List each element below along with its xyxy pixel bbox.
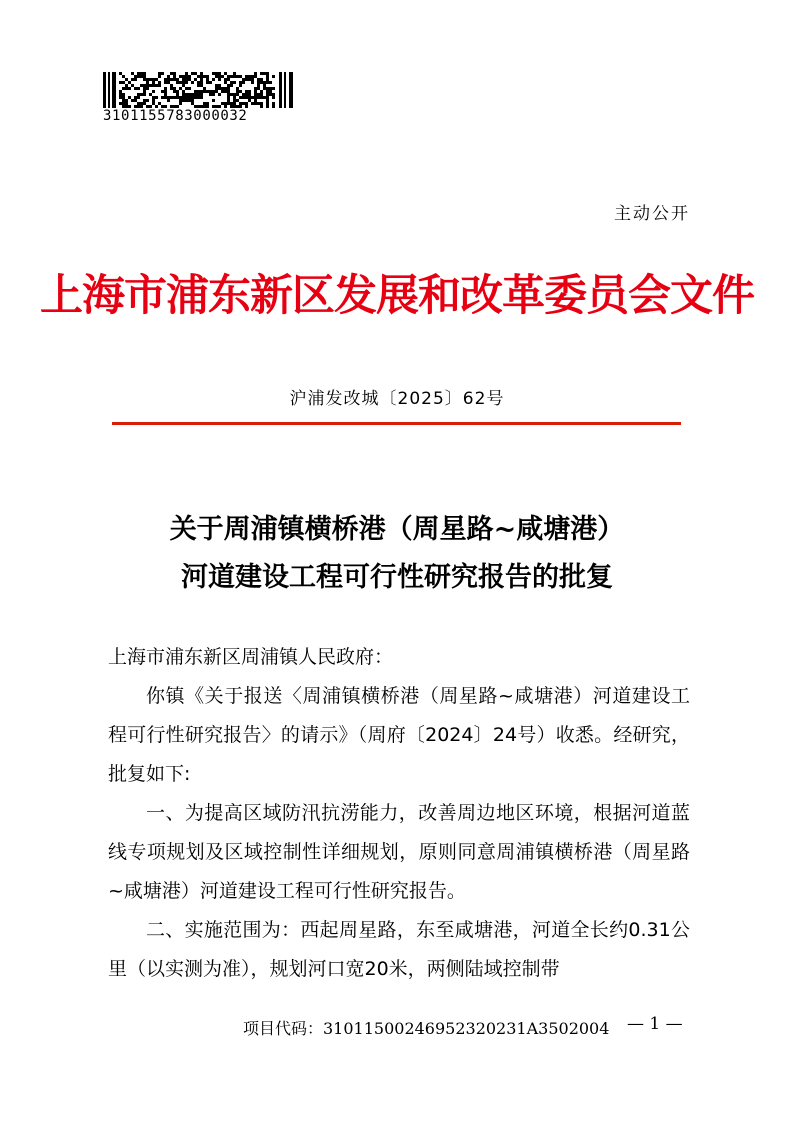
document-title-line-2: 河道建设工程可行性研究报告的批复 xyxy=(181,562,613,593)
barcode-image xyxy=(103,72,293,108)
paragraph: 二、实施范围为：西起周星路，东至咸塘港，河道全长约0.31公里（以实测为准），规划河口宽20米，两侧陆域控制带 xyxy=(108,919,690,980)
project-code: 项目代码：31011500246952320231A3502004 xyxy=(243,1019,610,1038)
red-divider xyxy=(112,422,681,425)
page-number: — 1 — xyxy=(627,1014,683,1034)
document-title-line-1: 关于周浦镇横桥港（周星路~咸塘港） xyxy=(169,514,625,545)
disclosure-label: 主动公开 xyxy=(614,204,690,224)
document-number: 沪浦发改城〔2025〕62号 xyxy=(289,389,505,409)
barcode-number: 3101155783000032 xyxy=(103,108,248,124)
paragraph: 一、为提高区域防汛抗涝能力，改善周边地区环境，根据河道蓝线专项规划及区域控制性详细规划，原则同意周浦镇横桥港（周星路~咸塘港）河道建设工程可行性研究报告。 xyxy=(108,802,690,902)
paragraph: 你镇《关于报送〈周浦镇横桥港（周星路~咸塘港）河道建设工程可行性研究报告〉的请示》（周府〔2024〕24号）收悉。经研究，批复如下: xyxy=(108,685,690,785)
issuer-heading: 上海市浦东新区发展和改革委员会文件 xyxy=(40,271,754,321)
addressee: 上海市浦东新区周浦镇人民政府： xyxy=(108,646,394,668)
body-text xyxy=(108,677,690,989)
